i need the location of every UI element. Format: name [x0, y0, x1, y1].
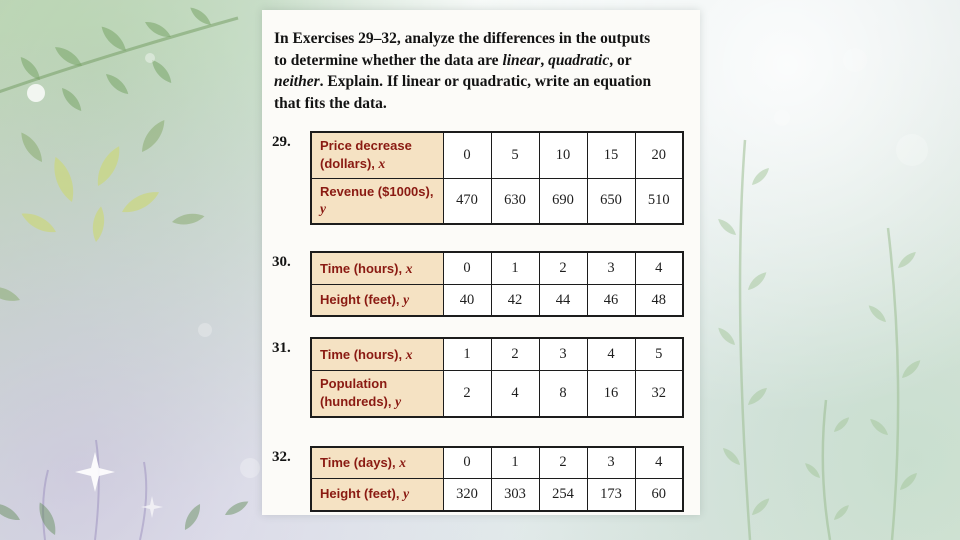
value-cell: 1	[491, 252, 539, 284]
value-cell: 8	[539, 370, 587, 416]
value-cell: 690	[539, 178, 587, 224]
value-cell: 20	[635, 132, 683, 178]
row-header-cell	[311, 178, 443, 224]
value-cell: 42	[491, 284, 539, 316]
instructions-text	[274, 28, 654, 115]
exercise-number: 32.	[272, 448, 291, 465]
row-label: Population (hundreds),	[320, 375, 392, 409]
value-cell: 4	[587, 338, 635, 370]
exercise-panel	[262, 10, 700, 515]
exercise-31	[272, 337, 686, 417]
variable-letter: y	[395, 393, 402, 409]
value-cell: 2	[491, 338, 539, 370]
value-cell: 630	[491, 178, 539, 224]
value-cell: 254	[539, 479, 587, 511]
table-row	[311, 479, 683, 511]
instruction-segment-italic: neither	[274, 73, 320, 91]
row-label: Time (hours),	[320, 346, 403, 362]
value-cell: 15	[587, 132, 635, 178]
table-row	[311, 252, 683, 284]
table-row	[311, 338, 683, 370]
instruction-segment-italic: quadratic	[548, 51, 610, 69]
table-row	[311, 178, 683, 224]
variable-letter: x	[399, 454, 406, 470]
row-header-cell	[311, 284, 443, 316]
value-cell: 3	[587, 252, 635, 284]
value-cell: 3	[587, 447, 635, 479]
table-row	[311, 447, 683, 479]
exercise-29	[272, 131, 686, 226]
exercise-32	[272, 446, 686, 512]
value-cell: 0	[443, 252, 491, 284]
value-cell: 5	[635, 338, 683, 370]
variable-letter: y	[403, 486, 410, 502]
exercise-31-table	[310, 337, 684, 417]
value-cell: 510	[635, 178, 683, 224]
row-header-cell	[311, 252, 443, 284]
value-cell: 4	[635, 252, 683, 284]
value-cell: 60	[635, 479, 683, 511]
value-cell: 1	[443, 338, 491, 370]
variable-letter: x	[405, 260, 413, 276]
value-cell: 46	[587, 284, 635, 316]
value-cell: 470	[443, 178, 491, 224]
value-cell: 0	[443, 447, 491, 479]
value-cell: 3	[539, 338, 587, 370]
value-cell: 48	[635, 284, 683, 316]
instruction-segment: In Exercises 29–32, analyze the differences in the outputs to determine whether the data are	[274, 30, 651, 69]
variable-letter: x	[378, 155, 386, 171]
variable-letter: x	[405, 346, 413, 362]
value-cell: 5	[491, 132, 539, 178]
row-header-cell	[311, 370, 443, 416]
row-header-cell	[311, 338, 443, 370]
row-label: Revenue ($1000s),	[320, 183, 434, 199]
row-label: Height (feet),	[320, 486, 400, 502]
value-cell: 320	[443, 479, 491, 511]
value-cell: 44	[539, 284, 587, 316]
exercise-30-table	[310, 251, 684, 317]
instruction-segment: , or	[609, 51, 632, 69]
instruction-segment: ,	[540, 51, 549, 69]
exercise-29-table	[310, 131, 684, 226]
exercise-number: 31.	[272, 340, 291, 357]
table-row	[311, 370, 683, 416]
row-label: Time (days),	[320, 454, 396, 470]
exercise-30	[272, 251, 686, 317]
value-cell: 16	[587, 370, 635, 416]
variable-letter: y	[320, 201, 326, 217]
value-cell: 4	[491, 370, 539, 416]
row-header-cell	[311, 447, 443, 479]
row-label: Height (feet),	[320, 292, 400, 308]
row-label: Price decrease (dollars),	[320, 137, 412, 171]
value-cell: 40	[443, 284, 491, 316]
value-cell: 650	[587, 178, 635, 224]
exercise-32-table	[310, 446, 684, 512]
value-cell: 10	[539, 132, 587, 178]
value-cell: 2	[443, 370, 491, 416]
row-label: Time (hours),	[320, 260, 403, 276]
value-cell: 173	[587, 479, 635, 511]
value-cell: 0	[443, 132, 491, 178]
value-cell: 1	[491, 447, 539, 479]
row-header-cell	[311, 132, 443, 178]
value-cell: 4	[635, 447, 683, 479]
variable-letter: y	[403, 292, 410, 308]
value-cell: 2	[539, 447, 587, 479]
value-cell: 303	[491, 479, 539, 511]
exercise-number: 29.	[272, 133, 291, 150]
exercise-number: 30.	[272, 254, 291, 271]
instruction-segment: . Explain. If linear or quadratic, write an equation that fits the data.	[274, 73, 652, 113]
value-cell: 32	[635, 370, 683, 416]
instruction-segment-italic: linear	[502, 51, 541, 69]
row-header-cell	[311, 479, 443, 511]
table-row	[311, 132, 683, 178]
value-cell: 2	[539, 252, 587, 284]
table-row	[311, 284, 683, 316]
